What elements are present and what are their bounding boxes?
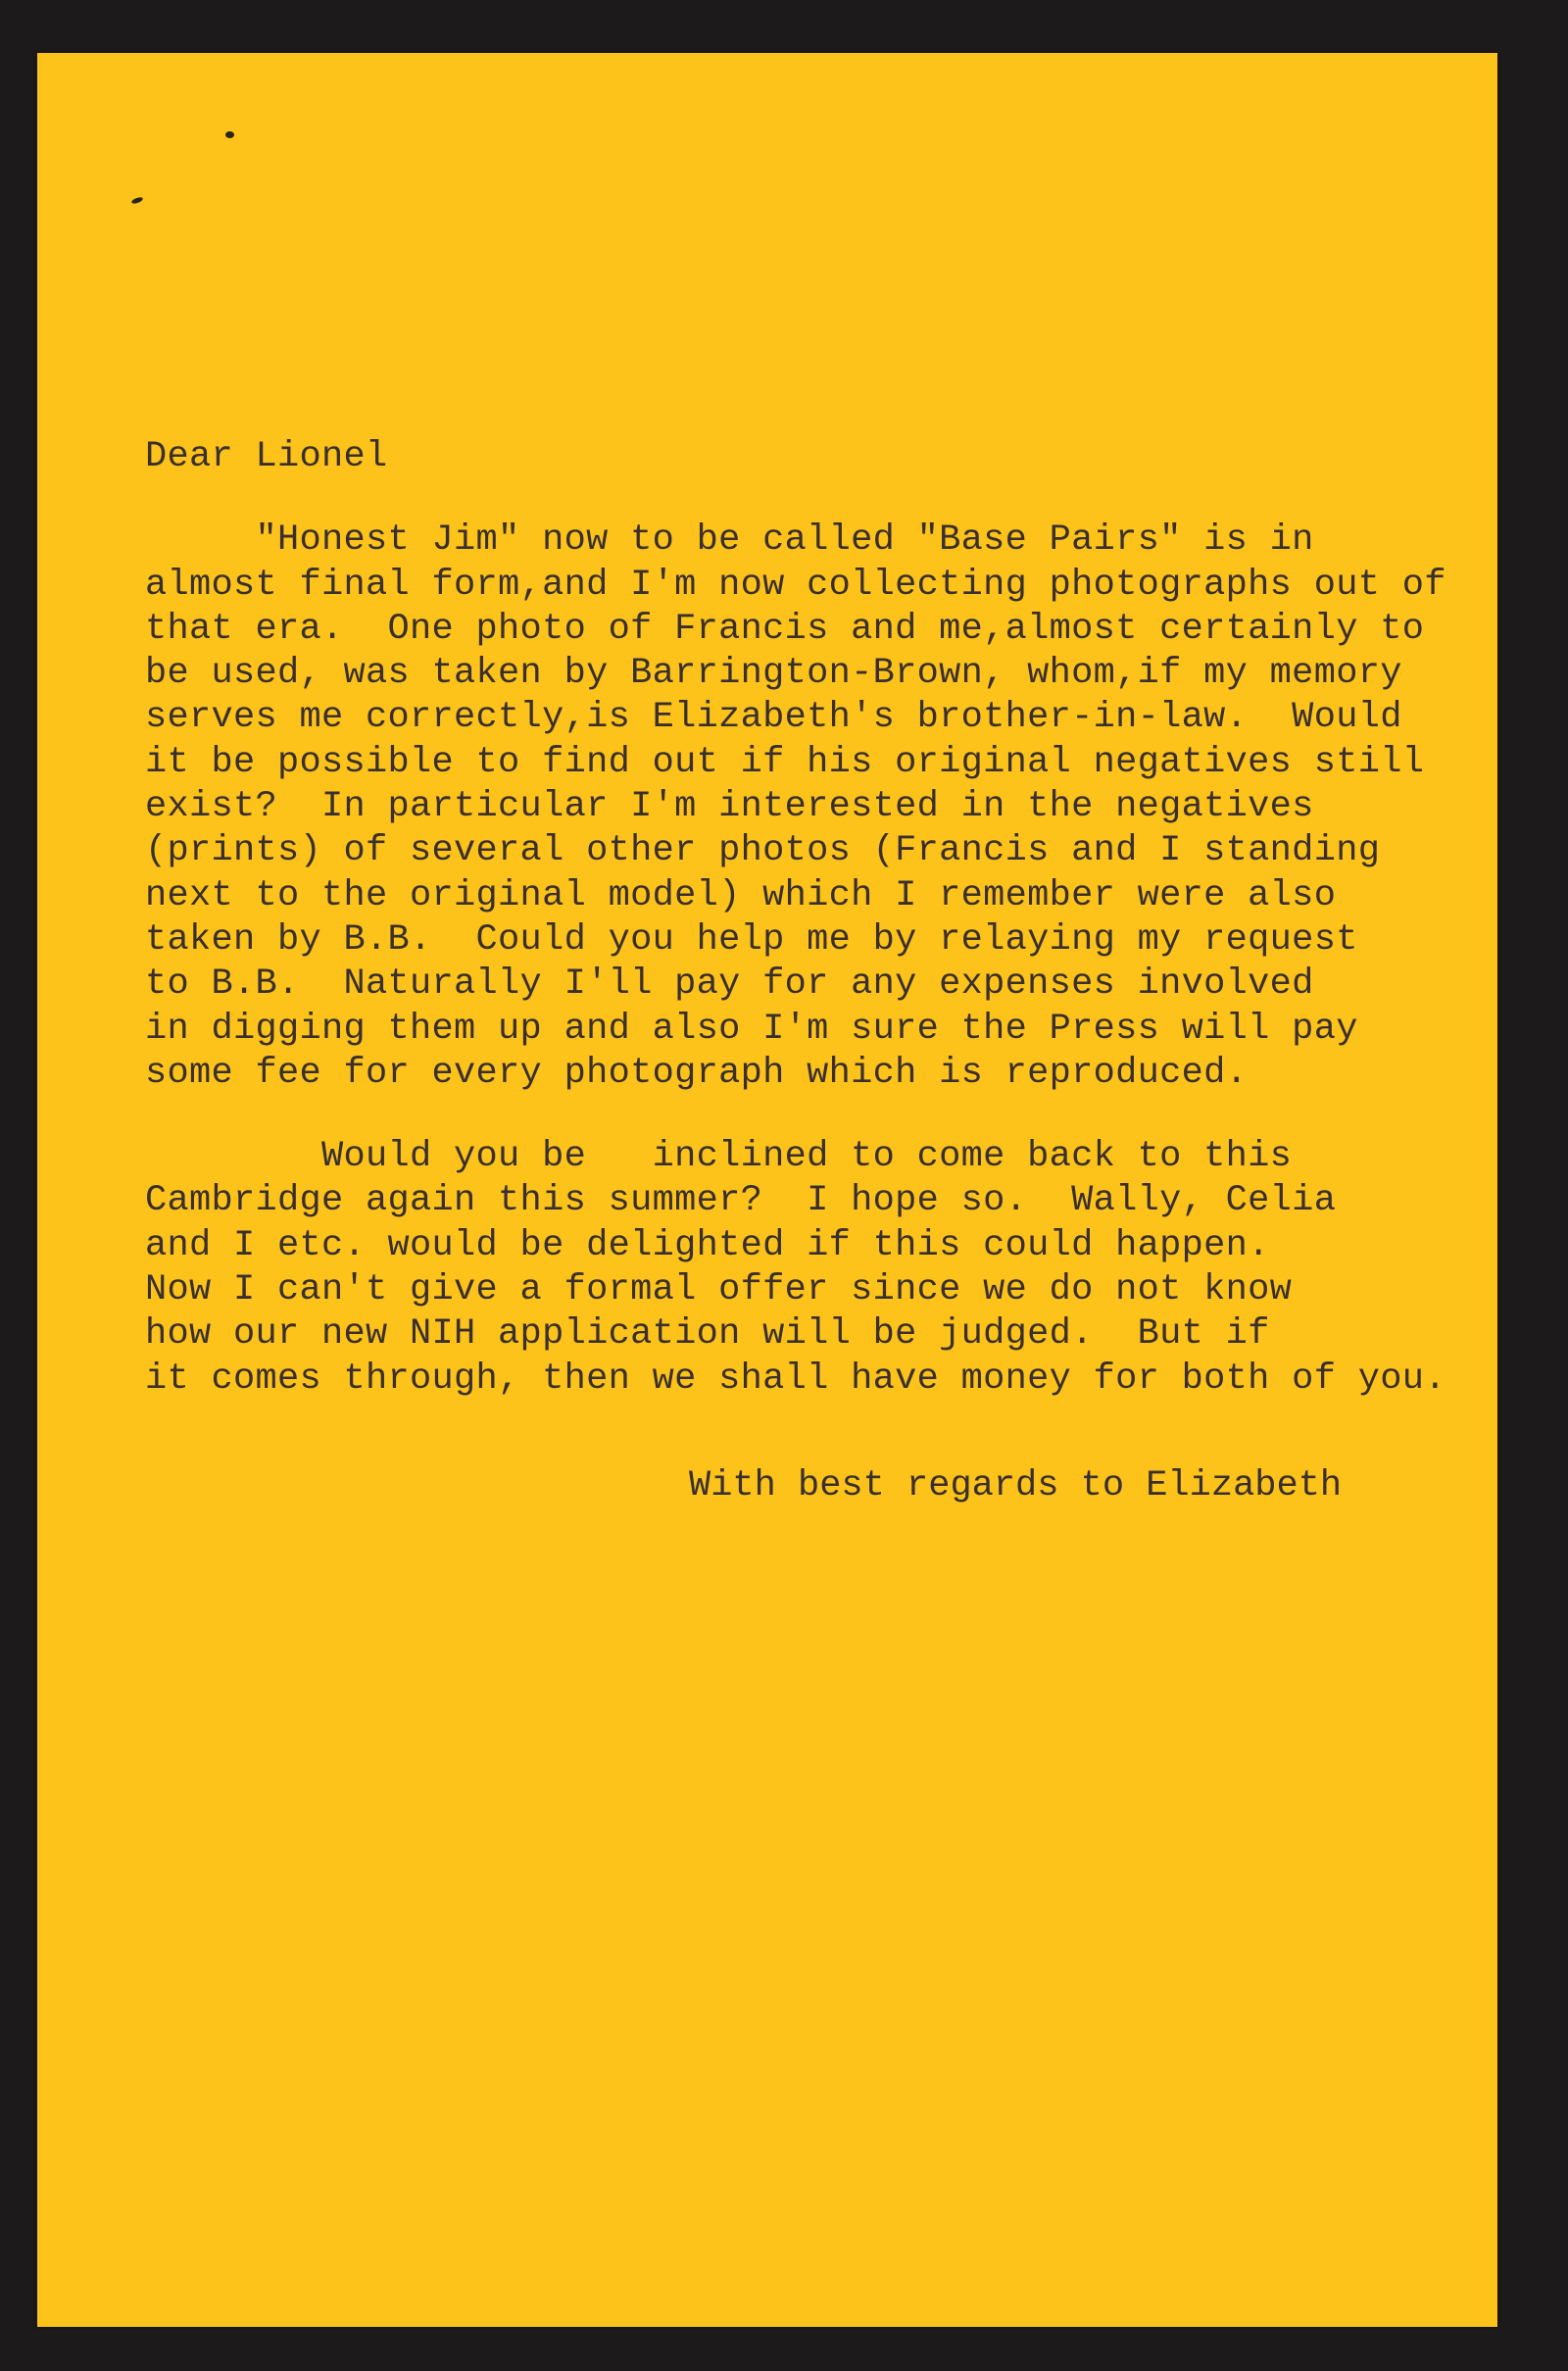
paragraph-2-line: Would you be inclined to come back to this [145, 1136, 1293, 1178]
paragraph-2-line: it comes through, then we shall have money for both of you. [145, 1358, 1446, 1400]
paragraph-1-line: (prints) of several other photos (Francis and I standing [145, 830, 1381, 872]
paragraph-1-line: serves me correctly,is Elizabeth's brother-in-law. Would [145, 697, 1402, 739]
paragraph-1 [145, 519, 1497, 1096]
paragraph-1-line: next to the original model) which I remember were also [145, 874, 1337, 916]
paragraph-2-line: Cambridge again this summer? I hope so. Wally, Celia [145, 1180, 1337, 1222]
paragraph-2-line: how our new NIH application will be judged. But if [145, 1313, 1270, 1356]
paragraph-1-line: it be possible to find out if his original negatives still [145, 741, 1425, 783]
paragraph-1-line: taken by B.B. Could you help me by relaying my request [145, 918, 1358, 961]
paragraph-1-line: that era. One photo of Francis and me,almost certainly to [145, 608, 1425, 650]
paragraph-1-line: in digging them up and also I'm sure the Press will pay [145, 1008, 1358, 1050]
closing-line: With best regards to Elizabeth [689, 1465, 1343, 1507]
paragraph-1-line: exist? In particular I'm interested in the negatives [145, 786, 1314, 828]
paragraph-2-line: and I etc. would be delighted if this could happen. [145, 1224, 1270, 1266]
salutation: Dear Lionel [145, 436, 388, 477]
paragraph-2 [145, 1135, 1497, 1402]
paragraph-1-line: almost final form,and I'm now collecting photographs out of [145, 564, 1446, 606]
paragraph-1-line: to B.B. Naturally I'll pay for any expenses involved [145, 963, 1314, 1006]
paragraph-1-line: some fee for every photograph which is reproduced. [145, 1052, 1249, 1094]
ink-speck [131, 196, 144, 205]
letter-body [145, 435, 1497, 1402]
paragraph-2-line: Now I can't give a formal offer since we do not know [145, 1269, 1293, 1311]
letter-page [37, 53, 1497, 2327]
paragraph-1-line: be used, was taken by Barrington-Brown, whom,if my memory [145, 653, 1402, 695]
ink-speck [225, 131, 234, 138]
paragraph-1-line: "Honest Jim" now to be called "Base Pairs" is in [145, 519, 1314, 562]
